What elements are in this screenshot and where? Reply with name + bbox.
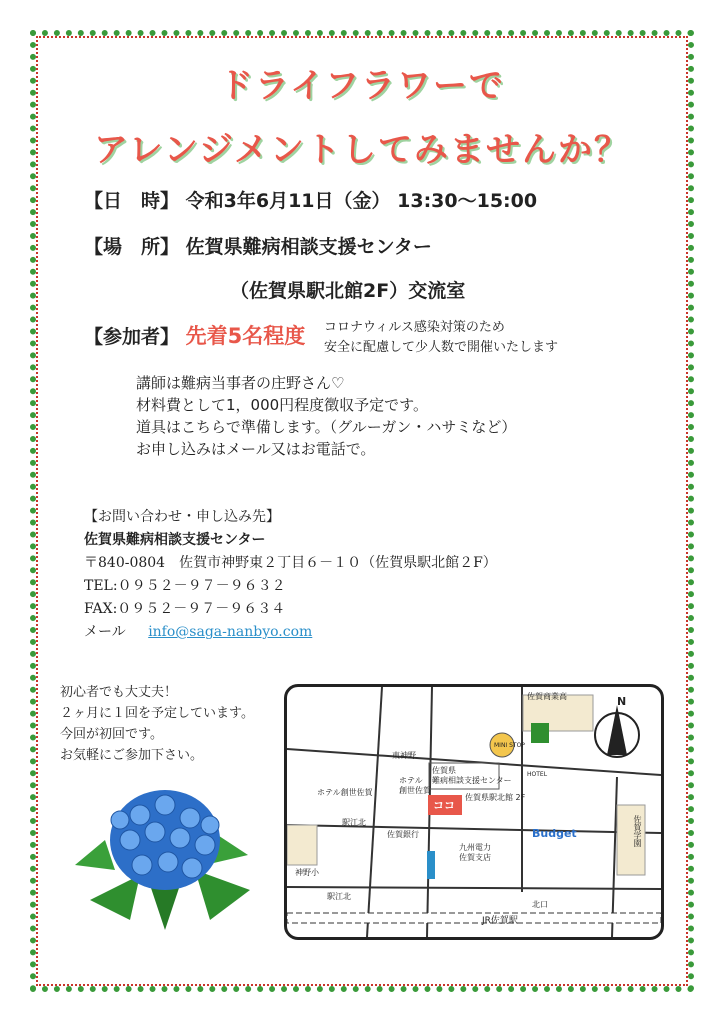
map-label-commercial-school: 佐賀商業高 [527,692,567,701]
map-label-ekimae: 駅江北 [327,892,351,901]
detail-line: 講師は難病当事者の庄野さん♡ [136,374,345,392]
contact-fax: FAX:０９５２－９７－９６３４ [84,601,286,617]
contact-org: 佐賀県難病相談支援センター [84,532,266,548]
capacity-note-line-1: コロナウィルス感染対策のため [324,320,505,335]
map-label-center-3: 佐賀県駅北館 2F [465,793,526,802]
map-label-station: JR佐賀駅 [482,916,518,926]
mail-label: メール [84,624,126,640]
map-label-bank: 佐賀銀行 [387,830,419,839]
map-label-ministop: MINI STOP [494,742,525,749]
capacity-note [324,318,558,358]
detail-line: 材料費として1，000円程度徴収予定です。 [136,396,428,414]
map-label-hotel-icon: HOTEL [527,771,548,778]
map-label-budget: Budget [532,827,577,840]
map-label-kono-elementary: 神野小 [295,868,319,877]
note-line: お気軽にご参加下さい。 [60,748,204,763]
detail-line: お申し込みはメール又はお電話で。 [136,440,376,458]
map-label-kyuden-1: 九州電力 [459,843,491,852]
contact-mail-row [84,621,497,644]
place-sub: （佐賀県駅北館2F）交流室 [230,280,466,302]
map-label-here: ココ [433,799,455,812]
date-label: 【日 時】 [84,190,180,212]
place-label: 【場 所】 [84,236,180,258]
capacity-note-line-2: 安全に配慮して少人数で開催いたします [324,340,559,355]
note-line: 初心者でも大丈夫！ [60,685,178,700]
map-label-hotel-2b: 創世佐賀 [399,786,431,795]
capacity-value: 先着5名程度 [185,324,306,348]
mail-link[interactable]: info@saga-nanbyo.com [148,624,313,640]
event-details [136,372,516,460]
map-label-north-exit: 北口 [532,900,548,909]
place-row [84,232,432,259]
date-value: 令和3年6月11日（金） 13:30〜15:00 [185,190,538,212]
map-label-gakuen: 佐賀学園 [633,815,642,847]
map-label-higashi-kono: 東神野 [392,751,416,760]
map-label-hotel-2a: ホテル [399,776,423,785]
date-row [84,186,537,213]
map-label-center-1: 佐賀県 [432,766,456,775]
map-label-hotel: ホテル創世佐賀 [317,788,373,797]
detail-line: 道具はこちらで準備します。（グルーガン・ハサミなど） [136,418,517,436]
contact-tel: TEL:０９５２－９７－９６３２ [84,578,286,594]
contact-address: 〒840-0804 佐賀市神野東２丁目６－１０（佐賀県駅北館２F） [84,555,497,571]
capacity-row [84,320,305,350]
beginner-note [60,682,254,766]
map-label-kyuden-2: 佐賀支店 [459,853,491,862]
note-line: 今回が初回です。 [60,727,163,742]
map-label-center-2: 難病相談支援センター [432,776,512,785]
capacity-label: 【参加者】 [84,326,180,348]
contact-heading: 【お問い合わせ・申し込み先】 [84,509,280,525]
place-value: 佐賀県難病相談支援センター [185,236,432,258]
north-marker: N [617,695,627,708]
access-map [284,684,664,940]
title-line-1: ドライフラワーで [219,66,505,106]
map-label-kogiwa: 駅江北 [342,818,366,827]
note-line: ２ヶ月に１回を予定しています。 [60,706,254,721]
hydrangea-illustration [70,770,260,935]
contact-block [84,506,497,644]
title-line-2: アレンジメントしてみませんか？ [94,130,630,170]
